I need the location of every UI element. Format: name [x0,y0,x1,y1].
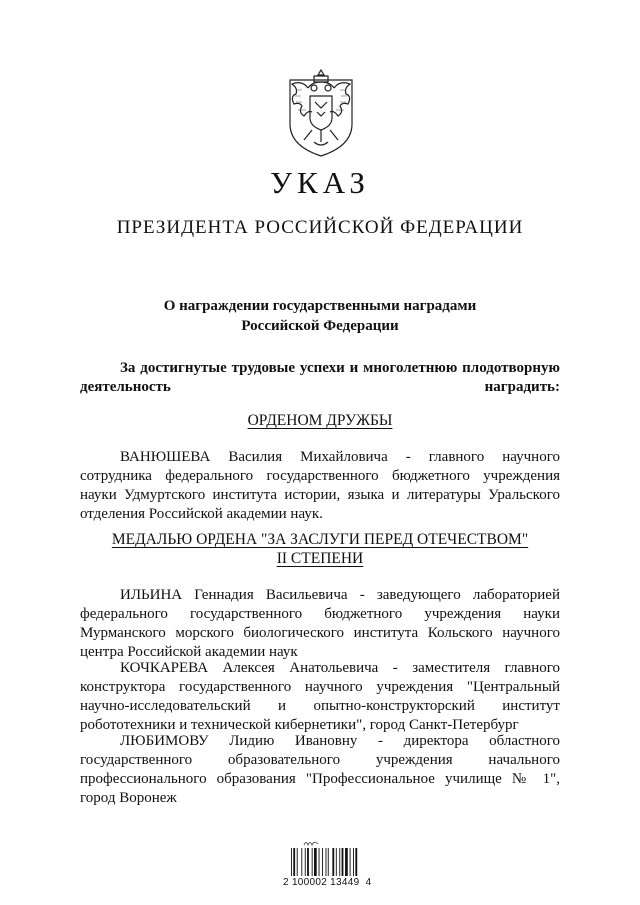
coat-of-arms-emblem [284,66,358,160]
barcode-bar [328,848,329,876]
decree-heading [0,296,640,336]
barcode-icon [290,848,366,878]
barcode-bar [326,848,327,876]
section-title-line: МЕДАЛЬЮ ОРДЕНА "ЗА ЗАСЛУГИ ПЕРЕД ОТЕЧЕСТВОМ" [111,531,529,548]
barcode-bar [314,848,317,876]
barcode-bar [350,848,351,876]
barcode-bar [307,848,309,876]
barcode-bar [355,848,357,876]
barcode-bar [319,848,320,876]
barcode-bar [293,848,295,876]
award-entry: ИЛЬИНА Геннадия Васильевича - заведующего лабораторией федерального государственного бюджетного учреждения науки Мурманского морского биологического института Кольского научного центра Российской академии наук [80,587,560,660]
award-entry: ЛЮБИМОВУ Лидию Ивановну - директора областного государственного образовательного учреждения начального профессионального образования "Профессиональное училище № 1", город Воронеж [80,733,560,806]
award-entry: КОЧКАРЕВА Алексея Анатольевича - заместителя главного конструктора государственного научного учреждения "Центральный научно-исследовательский и опытно-конструкторский институт робототехники и технической кибернетики", город Санкт-Петербург [80,660,560,733]
barcode-bar [322,848,323,876]
registration-mark-icon [303,840,319,846]
document-title: УКАЗ [270,165,370,200]
intro-paragraph: За достигнутые трудовые успехи и многолетнюю плодотворную деятельность наградить: [80,360,560,395]
barcode-bar [339,848,340,876]
award-entry: ВАНЮШЕВА Василия Михайловича - главного научного сотрудника федерального государственного бюджетного учреждения науки Удмуртского института истории, языка и литературы Уральского отделения Российской академии наук. [80,449,560,522]
barcode-bar [305,848,306,876]
barcode-bar [301,848,302,876]
heading-line: О награждении государственными наградами [163,298,477,314]
barcode-bar [345,848,348,876]
barcode-bar [332,848,334,876]
section-title-medal [0,530,640,568]
barcode-bar [342,848,344,876]
barcode-bar [297,848,298,876]
barcode-bar [336,848,337,876]
barcode-number: 2 100002 13449 4 [283,877,372,888]
barcode-bar [312,848,313,876]
section-title-line: ОРДЕНОМ ДРУЖБЫ [247,412,393,429]
barcode-bar [353,848,354,876]
heading-line: Российской Федерации [241,318,399,334]
section-title-line: II СТЕПЕНИ [276,550,364,567]
barcode-bar [291,848,292,876]
document-subtitle: ПРЕЗИДЕНТА РОССИЙСКОЙ ФЕДЕРАЦИИ [116,217,524,238]
section-title-order-of-friendship [0,411,640,430]
